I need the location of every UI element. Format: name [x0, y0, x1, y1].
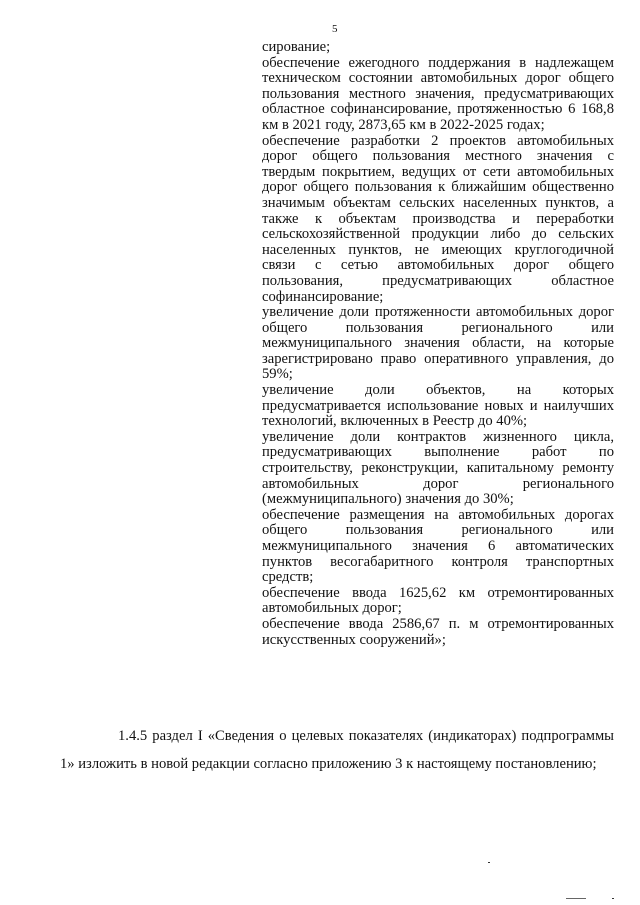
page-number: 5: [332, 23, 338, 35]
list-item: обеспечение ввода 1625,62 км отремонтированных автомобильных дорог;: [262, 584, 614, 617]
list-item: сирование;: [262, 39, 331, 55]
list-item: обеспечение разработки 2 проектов автомобильных дорог общего пользования местного значения с твердым покрытием, ведущих от сети автомобильных дорог общего пользования к ближайшим общественно значимым объектам сельских населенных пунктов, а также к объектам производства и переработки сельскохозяйственной продукции либо до сельских населенных пунктов, не имеющих круглогодичной связи с сетью автомобильных дорог общего пользования, предусматривающих областное софинансирование;: [262, 132, 614, 305]
scan-artifact: [488, 862, 490, 863]
quoted-list: [262, 40, 614, 648]
list-item: увеличение доли протяженности автомобильных дорог общего пользования регионального или межмуниципального значения области, на которые зарегистрировано право оперативного управления, до 59%;: [262, 304, 614, 383]
list-item: обеспечение ежегодного поддержания в надлежащем техническом состоянии автомобильных дорог общего пользования местного значения, предусматривающих областное софинансирование, протяженностью 6 168,8 км в 2021 году, 2873,65 км в 2022-2025 годах;: [262, 54, 614, 133]
scan-artifact: [566, 898, 586, 899]
list-item: обеспечение размещения на автомобильных дорогах общего пользования регионального или межмуниципального значения 6 автоматических пунктов весогабаритного контроля транспортных средств;: [262, 506, 614, 586]
list-item: обеспечение ввода 2586,67 п. м отремонтированных искусственных сооружений»;: [262, 615, 614, 648]
list-item: увеличение доли объектов, на которых предусматривается использование новых и наилучших технологий, включенных в Реестр до 40%;: [262, 382, 614, 430]
list-item: увеличение доли контрактов жизненного цикла, предусматривающих выполнение работ по строительству, реконструкции, капитальному ремонту автомобильных дорог регионального (межмуниципального) значения до 30%;: [262, 428, 614, 508]
main-paragraph: 1.4.5 раздел I «Сведения о целевых показателях (индикаторах) подпрограммы 1» изложить в новой редакции согласно приложению 3 к настоящему постановлению;: [60, 728, 614, 772]
scan-artifact: [612, 898, 614, 899]
